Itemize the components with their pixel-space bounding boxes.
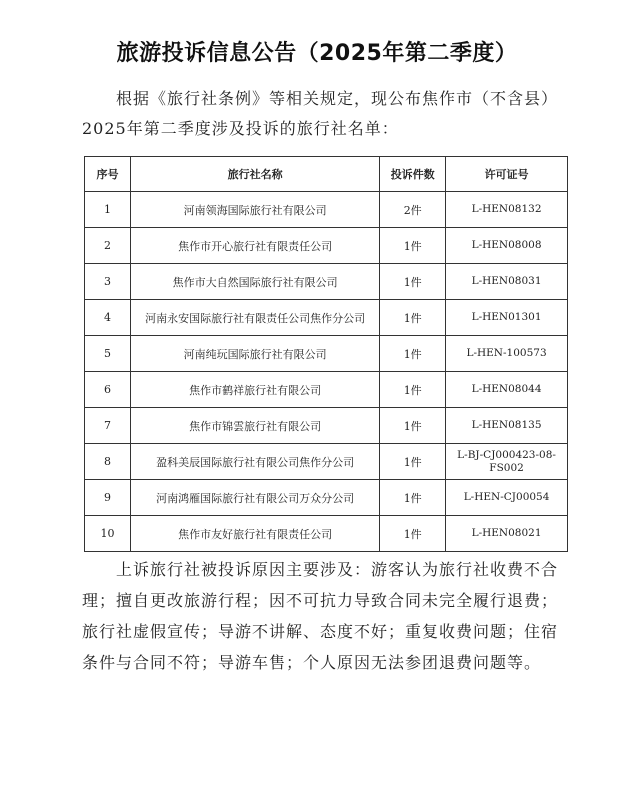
table-row: [85, 336, 568, 372]
header-agency-name: 旅行社名称: [130, 157, 379, 192]
row-license-number: L-HEN08031: [446, 264, 568, 300]
table-row: [85, 444, 568, 480]
row-license-number: L-HEN-100573: [446, 336, 568, 372]
table-row: [85, 372, 568, 408]
header-index: 序号: [85, 157, 131, 192]
row-complaint-count: 2件: [380, 192, 446, 228]
row-license-number: L-HEN08044: [446, 372, 568, 408]
row-complaint-count: 1件: [380, 228, 446, 264]
intro-text: 根据《旅行社条例》等相关规定，现公布焦作市（不含县）2025年第二季度涉及投诉的旅行社名单：: [82, 89, 551, 138]
row-license-number: L-BJ-CJ000423-08-FS002: [446, 444, 568, 480]
row-agency-name: 焦作市锦雲旅行社有限公司: [130, 408, 379, 444]
closing-text: 上诉旅行社被投诉原因主要涉及：游客认为旅行社收费不合理；擅自更改旅游行程；因不可抗力导致合同未完全履行退费；旅行社虚假宣传；导游不讲解、态度不好；重复收费问题；住宿条件与合同不符；导游车售；个人原因无法参团退费问题等。: [82, 560, 559, 672]
table-row: [85, 300, 568, 336]
table-row: [85, 192, 568, 228]
page-title: 旅游投诉信息公告（2025年第二季度）: [116, 41, 518, 66]
row-complaint-count: 1件: [380, 372, 446, 408]
row-agency-name: 盈科美辰国际旅行社有限公司焦作分公司: [130, 444, 379, 480]
row-agency-name: 河南鸿雁国际旅行社有限公司万众分公司: [130, 480, 379, 516]
row-complaint-count: 1件: [380, 480, 446, 516]
closing-paragraph: [82, 554, 558, 678]
row-agency-name: 焦作市鹤祥旅行社有限公司: [130, 372, 379, 408]
row-agency-name: 焦作市大自然国际旅行社有限公司: [130, 264, 379, 300]
row-complaint-count: 1件: [380, 300, 446, 336]
row-license-number: L-HEN08021: [446, 516, 568, 552]
table-row: [85, 408, 568, 444]
row-complaint-count: 1件: [380, 444, 446, 480]
row-index: 1: [85, 192, 131, 228]
table-header-row: [85, 157, 568, 192]
header-complaint-count: 投诉件数: [380, 157, 446, 192]
row-agency-name: 河南纯玩国际旅行社有限公司: [130, 336, 379, 372]
intro-paragraph: [82, 84, 552, 144]
row-complaint-count: 1件: [380, 336, 446, 372]
complaint-table: [84, 156, 568, 552]
row-agency-name: 焦作市友好旅行社有限责任公司: [130, 516, 379, 552]
row-license-number: L-HEN08008: [446, 228, 568, 264]
row-complaint-count: 1件: [380, 516, 446, 552]
row-license-number: L-HEN01301: [446, 300, 568, 336]
table-row: [85, 480, 568, 516]
row-agency-name: 焦作市开心旅行社有限责任公司: [130, 228, 379, 264]
row-agency-name: 河南永安国际旅行社有限责任公司焦作分公司: [130, 300, 379, 336]
table-row: [85, 228, 568, 264]
header-license-number: 许可证号: [446, 157, 568, 192]
row-index: 5: [85, 336, 131, 372]
row-license-number: L-HEN08135: [446, 408, 568, 444]
row-index: 8: [85, 444, 131, 480]
row-agency-name: 河南领海国际旅行社有限公司: [130, 192, 379, 228]
table-row: [85, 516, 568, 552]
row-index: 7: [85, 408, 131, 444]
row-license-number: L-HEN-CJ00054: [446, 480, 568, 516]
row-index: 9: [85, 480, 131, 516]
table-row: [85, 264, 568, 300]
row-complaint-count: 1件: [380, 264, 446, 300]
row-index: 10: [85, 516, 131, 552]
row-index: 6: [85, 372, 131, 408]
row-license-number: L-HEN08132: [446, 192, 568, 228]
row-index: 2: [85, 228, 131, 264]
row-index: 3: [85, 264, 131, 300]
row-complaint-count: 1件: [380, 408, 446, 444]
row-index: 4: [85, 300, 131, 336]
